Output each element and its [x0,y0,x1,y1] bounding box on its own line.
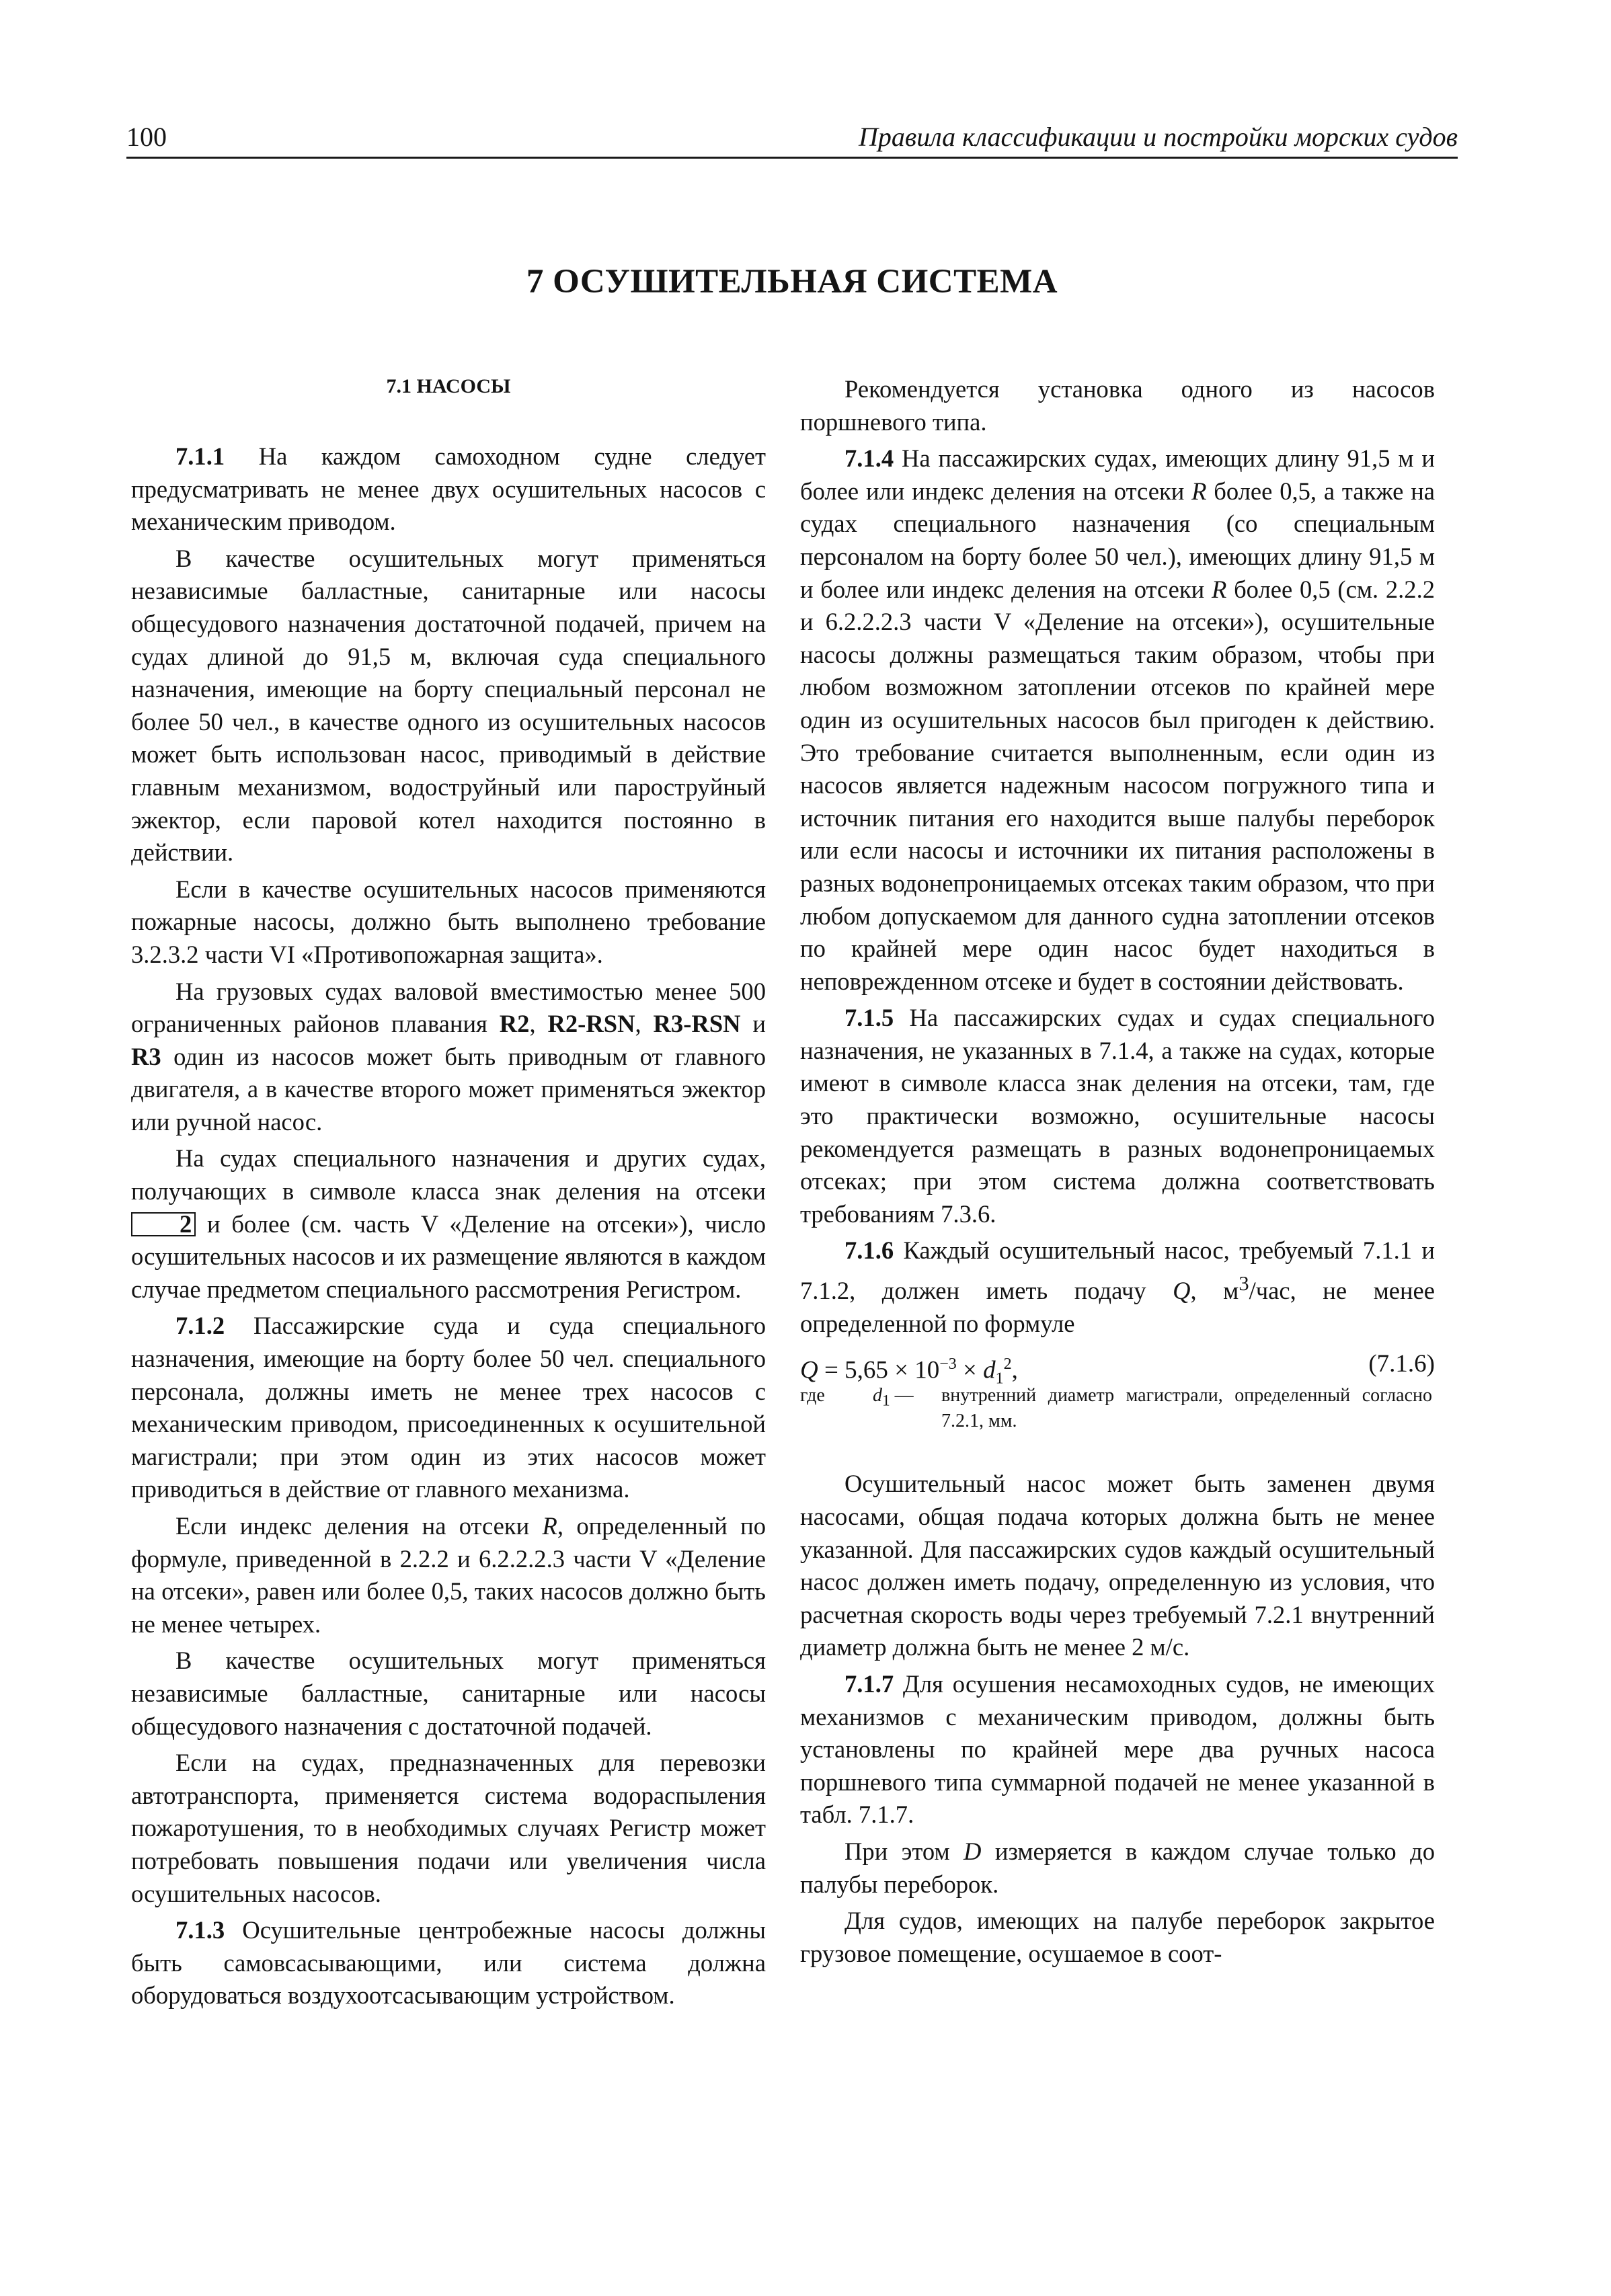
paragraph-7-1-6 [800,1234,1435,1340]
area-code-r2: R2 [499,1010,530,1038]
paragraph: Если в качестве осушительных насосов применяются пожарные насосы, должно быть выполнено требование 3.2.3.2 части VI «Противопожарная защита». [131,875,766,968]
paragraph-text: , определенный по формуле, приведенной в 2.2.2 и 6.2.2.2.3 части V «Деление на отсеки», равен или более 0,5, таких насосов должно быть не менее четырех. [131,1512,767,1638]
paragraph: Осушительный насос может быть заменен двумя насосами, общая подача которых должна быть не менее указанной. Для пассажирских судов каждый осушительный насос должен иметь подачу, определенную из условия, что расчетная скорость воды через требуемый 7.2.1 внутренний диаметр должна быть не менее 2 м/с. [800,1470,1435,1661]
formula-tail: , [1011,1356,1018,1384]
conjunction: и [740,1010,766,1038]
paragraph [131,1142,766,1306]
clause-number: 7.1.3 [175,1916,225,1944]
section-heading: 7.1 НАСОСЫ [386,375,511,397]
paragraph-text: На пассажирских судах, имеющих длину 91,5 м и более или индекс деления на отсеки [800,444,1435,505]
paragraph-7-1-7 [800,1668,1435,1831]
paragraph-text: /час, не менее определенной по формуле [800,1277,1436,1337]
formula-d: d [983,1356,996,1384]
paragraph-text: Если индекс деления на отсеки [175,1512,543,1540]
variable-r: R [1191,477,1207,505]
unit-exponent: 3 [1239,1272,1249,1296]
running-title: Правила классификации и постройки морских судов [858,122,1458,152]
paragraph: Для судов, имеющих на палубе переборок закрытое грузовое помещение, осушаемое в соот- [800,1907,1435,1967]
clause-number: 7.1.7 [844,1669,894,1698]
right-column [800,373,1435,1974]
paragraph-text: Осушительные центробежные насосы должны быть самовсасывающими, или система должна оборудоваться воздухоотсасывающим устройством. [131,1916,766,2010]
paragraph-text: На пассажирских судах и судах специального назначения, не указанных в 7.1.4, а также на судах, которые имеют в символе класса знак деления на отсеки, там, где это практически возможно, осушительные насосы рекомендуется размещать в разных водонепроницаемых отсеках; при этом система должна соответствовать требованиям 7.3.6. [800,1004,1435,1228]
formula-number: (7.1.6) [1368,1350,1435,1378]
paragraph-text: и более (см. часть V «Деление на отсеки»), число осушительных насосов и их размещение являются в каждом случае предметом специального рассмотрения Регистром. [131,1210,766,1303]
legend-label: где [800,1385,825,1407]
formula-times: × [956,1356,984,1384]
area-code-r3: R3 [131,1042,161,1070]
formula-d-sub: 1 [995,1370,1004,1388]
paragraph-7-1-5 [800,1002,1435,1230]
subdivision-symbol: 2 [131,1212,196,1236]
variable-r: R [1211,575,1227,603]
separator: , [635,1010,654,1038]
variable-d: D [964,1837,982,1865]
variable-q: Q [1173,1277,1191,1305]
legend-d-sub: 1 [882,1392,890,1410]
page-header [126,121,1458,160]
area-code-r3-rsn: R3-RSN [653,1010,741,1038]
paragraph-7-1-2 [131,1310,766,1506]
paragraph-7-1-1 [131,440,766,539]
paragraph [800,1835,1435,1901]
paragraph-text: Пассажирские суда и суда специального назначения, имеющие на борту более 50 чел. специального персонала, должны иметь не менее трех насосов с механическим приводом, присоединенных к осушительной магистрали; при этом один из этих насосов может приводиться в действие от главного механизма. [131,1312,766,1503]
paragraph-text: На судах специального назначения и других судах, получающих в символе класса знак деления на отсеки [131,1144,766,1205]
paragraph-text: измеряется в каждом случае только до палубы переборок. [800,1837,1435,1898]
formula-exponent: −3 [939,1355,957,1374]
paragraph: В качестве осушительных могут применяться независимые балластные, санитарные или насосы общесудового назначения достаточной подачей, причем на судах длиной до 91,5 м, включая суда специального назначения, имеющие на борту специальный персонал не более 50 чел., в качестве одного из осушительных насосов может быть использован насос, приводимый в действие главным механизмом, водоструйный или пароструйный эжектор, если паровой котел находится постоянно в действии. [131,544,766,867]
paragraph-text: более 0,5, а также на судах специального назначения (со специальным персоналом на борту более 50 чел.), имеющих длину 91,5 м и более или индекс деления на отсеки [800,477,1436,603]
variable-r: R [542,1512,557,1540]
separator: , [529,1010,548,1038]
area-code-r2-rsn: R2-RSN [547,1010,635,1038]
paragraph-text: На грузовых судах валовой вместимостью менее 500 ограниченных районов плавания [131,977,766,1038]
paragraph: В качестве осушительных могут применяться независимые балластные, санитарные или насосы общесудового назначения с достаточной подачей. [131,1647,766,1740]
paragraph-text: более 0,5 (см. 2.2.2 и 6.2.2.2.3 части V «Деление на отсеки»), осушительные насосы должны размещаться таким образом, чтобы при любом возможном затоплении отсеков по крайней мере один из осушительных насосов был пригоден к действию. Это требование считается выполненным, если один из насосов является надежным насосом погружного типа и источник питания его находится выше палубы переборок или если насосы и источники их питания расположены в разных водонепроницаемых отсеках таким образом, что при любом допускаемом для данного судна затоплении отсеков по крайней мере один насос будет находиться в неповрежденном отсеке и будет в состоянии действовать. [800,575,1435,995]
clause-number: 7.1.6 [844,1236,894,1265]
formula-eq: = 5,65 × 10 [818,1356,940,1384]
paragraph: Если на судах, предназначенных для перевозки автотранспорта, применяется система водораспыления пожаротушения, то в необходимых случаях Регистр может потребовать повышения подачи или увеличения числа осушительных насосов. [131,1749,766,1907]
paragraph [131,976,766,1139]
header-rule [126,157,1458,159]
paragraph-7-1-4 [800,442,1435,998]
paragraph: Рекомендуется установка одного из насосов поршневого типа. [800,375,1435,436]
clause-number: 7.1.1 [175,442,225,470]
left-column [131,373,766,2016]
paragraph-text: Каждый осушительный насос, требуемый 7.1.1 и 7.1.2, должен иметь подачу [800,1236,1435,1305]
clause-number: 7.1.4 [844,444,894,473]
legend-dash: — [890,1385,914,1407]
legend-text: внутренний диаметр магистрали, определенный согласно 7.2.1, мм. [941,1385,1432,1432]
clause-number: 7.1.2 [175,1312,225,1340]
paragraph-text: , м [1190,1277,1239,1305]
formula-q: Q [800,1356,818,1384]
paragraph-text: На каждом самоходном судне следует предусматривать не менее двух осушительных насосов с механическим приводом. [131,442,766,536]
chapter-title: 7 ОСУШИТЕЛЬНАЯ СИСТЕМА [526,263,1058,301]
formula-d-sup: 2 [1003,1355,1012,1374]
paragraph-7-1-3 [131,1914,766,2012]
paragraph-text: один из насосов может быть приводным от главного двигателя, а в качестве второго может применяться эжектор или ручной насос. [131,1042,766,1136]
legend-d: d [873,1385,882,1407]
paragraph-text: При этом [844,1837,964,1865]
clause-number: 7.1.5 [844,1004,894,1032]
paragraph-text: Для осушения несамоходных судов, не имеющих механизмов с механическим приводом, должны быть установлены по крайней мере два ручных насоса поршневого типа суммарной подачей не менее указанной в табл. 7.1.7. [800,1669,1435,1829]
paragraph [131,1510,766,1640]
page-number: 100 [126,122,167,152]
formula-7-1-6 [800,1345,1435,1388]
formula-legend [800,1383,1435,1437]
